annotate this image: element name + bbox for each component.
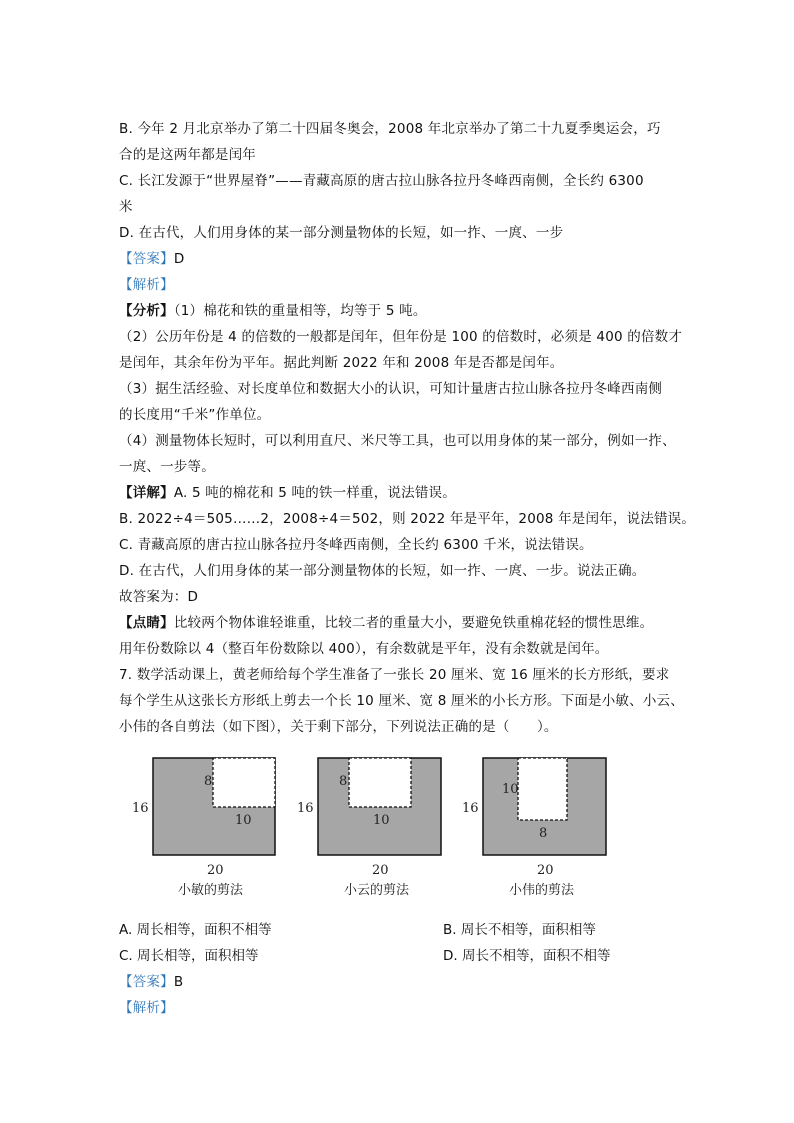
q6-fenxi-3-line1: （3）据生活经验、对长度单位和数据大小的认识，可知计量唐古拉山脉各拉丹冬峰西南侧	[119, 381, 663, 397]
answer-value: B	[173, 974, 184, 990]
q6-option-c-line1: C. 长江发源于“世界屋脊”——青藏高原的唐古拉山脉各拉丹冬峰西南侧，全长约 6300	[119, 173, 644, 189]
q6-option-b-line2: 合的是这两年都是闰年	[119, 147, 256, 163]
figure-caption: 小伟的剪法	[509, 883, 575, 898]
q6-dianjing-2: 用年份数除以 4（整百年份数除以 400），有余数就是平年，没有余数就是闰年。	[119, 641, 609, 657]
width-label: 20	[207, 863, 224, 878]
q6-option-c-line2: 米	[119, 199, 133, 215]
q6-xiangjie-d: D. 在古代，人们用身体的某一部分测量物体的长短，如一拃、一庹、一步。说法正确。	[119, 563, 646, 579]
q6-analysis-label: 【解析】	[119, 277, 174, 293]
cut-side-label: 8	[339, 774, 348, 789]
q6-xiangjie-c: C. 青藏高原的唐古拉山脉各拉丹冬峰西南侧，全长约 6300 千米，说法错误。	[119, 537, 593, 553]
q6-answer	[119, 250, 184, 268]
cut-bottom-label: 10	[373, 813, 390, 828]
cut-rect	[349, 758, 411, 807]
q7-stem-line1: 7. 数学活动课上，黄老师给每个学生准备了一张长 20 厘米、宽 16 厘米的长方形纸，要求	[119, 667, 670, 683]
height-label: 16	[132, 801, 149, 816]
q7-option-a: A. 周长相等，面积不相等	[119, 922, 272, 938]
cut-side-label: 10	[502, 782, 519, 797]
q7-stem-line3: 小伟的各自剪法（如下图），关于剩下部分，下列说法正确的是（ ）。	[119, 719, 558, 735]
cut-bottom-label: 8	[539, 826, 548, 841]
q7-stem-line2: 每个学生从这张长方形纸上剪去一个长 10 厘米、宽 8 厘米的小长方形。下面是小敏、小云、	[119, 693, 684, 709]
cut-rect	[213, 758, 275, 807]
dianjing-label: 【点睛】	[119, 615, 174, 631]
answer-label: 【答案】	[119, 251, 174, 267]
height-label: 16	[297, 801, 314, 816]
width-label: 20	[372, 863, 389, 878]
q6-option-d: D. 在古代，人们用身体的某一部分测量物体的长短，如一拃、一庹、一步	[119, 225, 564, 241]
width-label: 20	[537, 863, 554, 878]
q6-option-b-line1: B. 今年 2 月北京举办了第二十四届冬奥会，2008 年北京举办了第二十九夏季奥运会，巧	[119, 121, 661, 137]
q6-dianjing-1	[119, 614, 653, 632]
fenxi-label: 【分析】	[119, 303, 174, 319]
q6-conclusion: 故答案为：D	[119, 589, 199, 605]
q7-option-d: D. 周长不相等，面积不相等	[443, 948, 611, 964]
q6-xiangjie-a	[119, 484, 456, 502]
figure-xiaoyun	[292, 757, 472, 902]
q6-fenxi-2-line1: （2）公历年份是 4 的倍数的一般都是闰年，但年份是 100 的倍数时，必须是 400 的倍数才	[119, 329, 683, 345]
fenxi-1-text: （1）棉花和铁的重量相等，均等于 5 吨。	[173, 303, 427, 319]
q6-fenxi-4-line1: （4）测量物体长短时，可以利用直尺、米尺等工具，也可以用身体的某一部分，例如一拃、	[119, 433, 676, 449]
cut-side-label: 8	[204, 774, 213, 789]
q6-fenxi-4-line2: 一庹、一步等。	[119, 459, 215, 475]
cut-bottom-label: 10	[235, 813, 252, 828]
figure-xiaomin	[130, 757, 310, 902]
q6-xiangjie-b: B. 2022÷4＝505……2，2008÷4＝502，则 2022 年是平年，2008 年是闰年，说法错误。	[119, 511, 696, 527]
dianjing-1-text: 比较两个物体谁轻谁重，比较二者的重量大小，要避免铁重棉花轻的惯性思维。	[173, 615, 654, 631]
figure-caption: 小云的剪法	[344, 883, 410, 898]
q7-analysis-label: 【解析】	[119, 1000, 174, 1016]
q6-fenxi-2-line2: 是闰年，其余年份为平年。据此判断 2022 年和 2008 年是否都是闰年。	[119, 355, 564, 371]
q7-option-b: B. 周长不相等，面积相等	[443, 922, 596, 938]
xiangjie-a-text: A. 5 吨的棉花和 5 吨的铁一样重，说法错误。	[173, 485, 456, 501]
answer-label: 【答案】	[119, 974, 174, 990]
cut-rect	[518, 758, 567, 820]
q7-option-c: C. 周长相等，面积相等	[119, 948, 259, 964]
figure-xiaowei	[457, 757, 637, 902]
q7-answer	[119, 973, 183, 991]
q6-fenxi-3-line2: 的长度用“千米”作单位。	[119, 407, 271, 423]
answer-value: D	[173, 251, 185, 267]
height-label: 16	[462, 801, 479, 816]
figure-caption: 小敏的剪法	[178, 883, 244, 898]
xiangjie-label: 【详解】	[119, 485, 174, 501]
q6-fenxi-1	[119, 302, 427, 320]
